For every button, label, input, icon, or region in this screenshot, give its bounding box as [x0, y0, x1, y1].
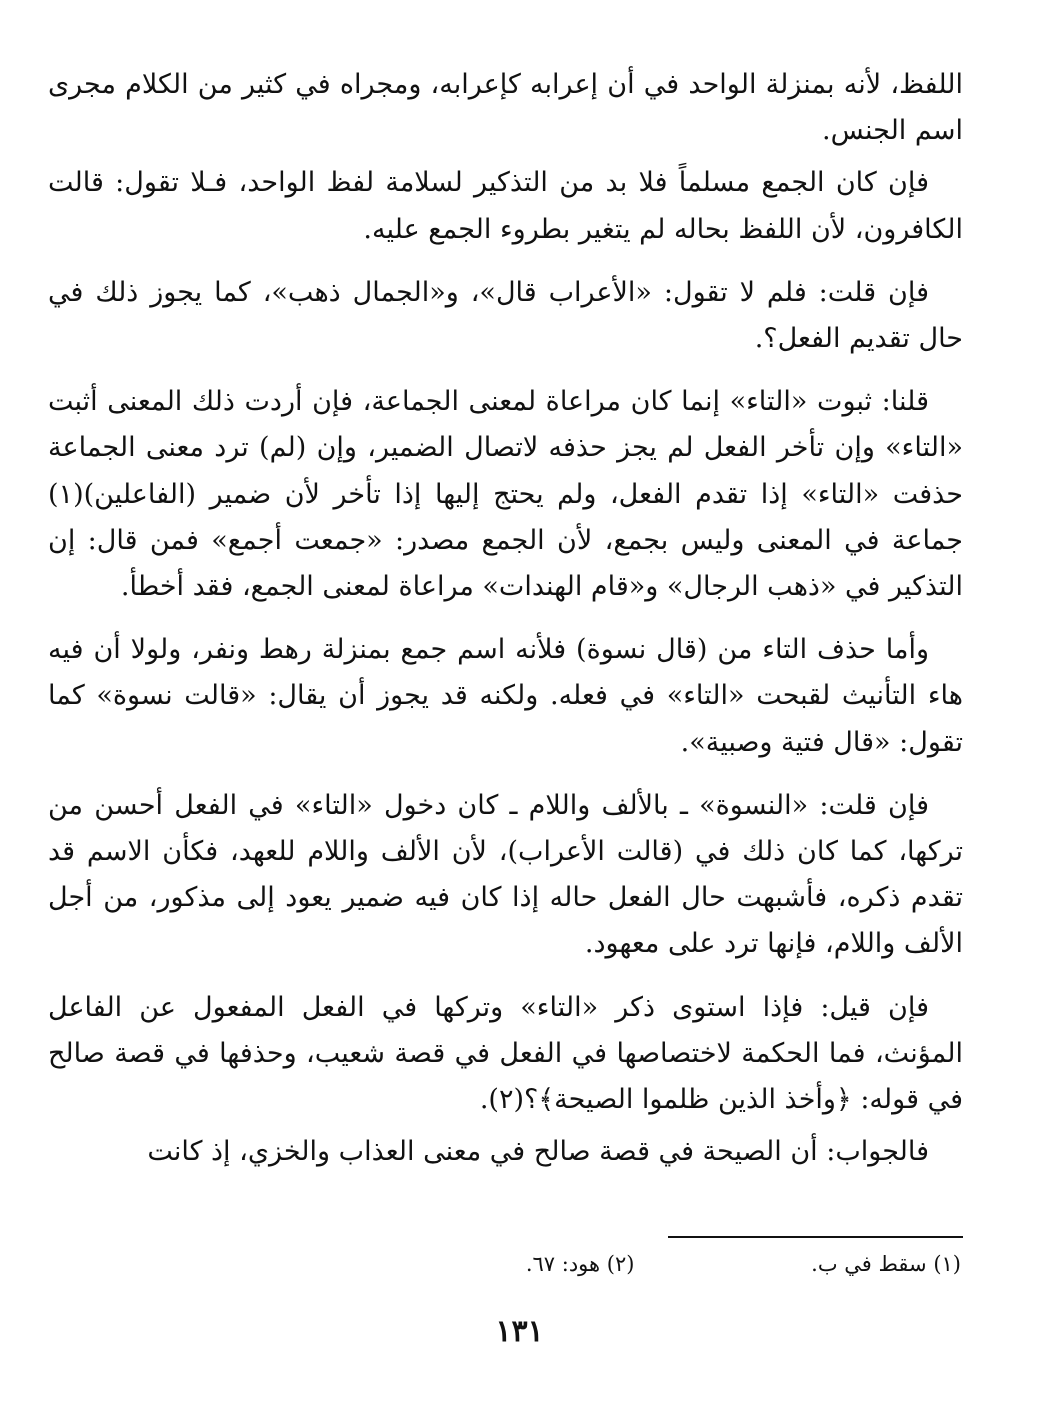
paragraph: فالجواب: أن الصيحة في قصة صالح في معنى العذاب والخزي، إذ كانت: [147, 1136, 929, 1168]
footnote-2: (٢) هود: ٦٧.: [525, 1252, 635, 1276]
paragraph: فإن قيل: فإذا استوى ذكر «التاء» وتركها في الفعل المفعول عن الفاعل المؤنث، فما الحكمة لاختصاصها في الفعل في قصة شعيب، وحذفها في قصة صالح في قوله: ﴿وأخذ الذين ظلموا الصيحة﴾؟(٢).: [48, 991, 963, 1116]
paragraph: وأما حذف التاء من (قال نسوة) فلأنه اسم جمع بمنزلة رهط ونفر، ولولا أن فيه هاء التأنيث لقبحت «التاء» في فعله. ولكنه قد يجوز أن يقال: «قالت نسوة» كما تقول: «قال فتية وصبية».: [48, 634, 963, 758]
page-number: ١٣١: [495, 1314, 544, 1349]
body-text: [48, 62, 963, 1175]
footnote-1: (١) سقط في ب.: [811, 1252, 961, 1276]
paragraph: فإن قلت: فلم لا تقول: «الأعراب قال»، و«الجمال ذهب»، كما يجوز ذلك في حال تقديم الفعل؟.: [48, 276, 963, 355]
footnote-separator: [668, 1236, 963, 1238]
footnotes: [300, 1249, 961, 1279]
paragraph: اللفظ، لأنه بمنزلة الواحد في أن إعرابه كإعرابه، ومجراه في كثير من الكلام مجرى اسم الجنس.: [48, 69, 963, 147]
paragraph: فإن كان الجمع مسلماً فلا بد من التذكير لسلامة لفظ الواحد، فـلا تقول: قالت الكافرون، لأن اللفظ بحاله لم يتغير بطروء الجمع عليه.: [48, 167, 963, 245]
paragraph: قلنا: ثبوت «التاء» إنما كان مراعاة لمعنى الجماعة، فإن أردت ذلك المعنى أثبت «التاء» وإن تأخر الفعل لم يجز حذفه لاتصال الضمير، وإن (لم) ترد معنى الجماعة حذفت «التاء» إذا تقدم الفعل، ولم يحتج إليها إذا تأخر لأن ضمير (الفاعلين)(١) جماعة في المعنى وليس بجمع، لأن الجمع مصدر: «جمعت أجمع» فمن قال: إن التذكير في «ذهب الرجال» و«قام الهندات» مراعاة لمعنى الجمع، فقد أخطأ.: [48, 386, 963, 603]
paragraph: فإن قلت: «النسوة» ـ بالألف واللام ـ كان دخول «التاء» في الفعل أحسن من تركها، كما كان ذلك في (قالت الأعراب)، لأن الألف واللام للعهد، فكأن الاسم قد تقدم ذكره، فأشبهت حال الفعل حاله إذا كان فيه ضمير يعود إلى مذكور، من أجل الألف واللام، فإنها ترد على معهود.: [48, 789, 963, 960]
